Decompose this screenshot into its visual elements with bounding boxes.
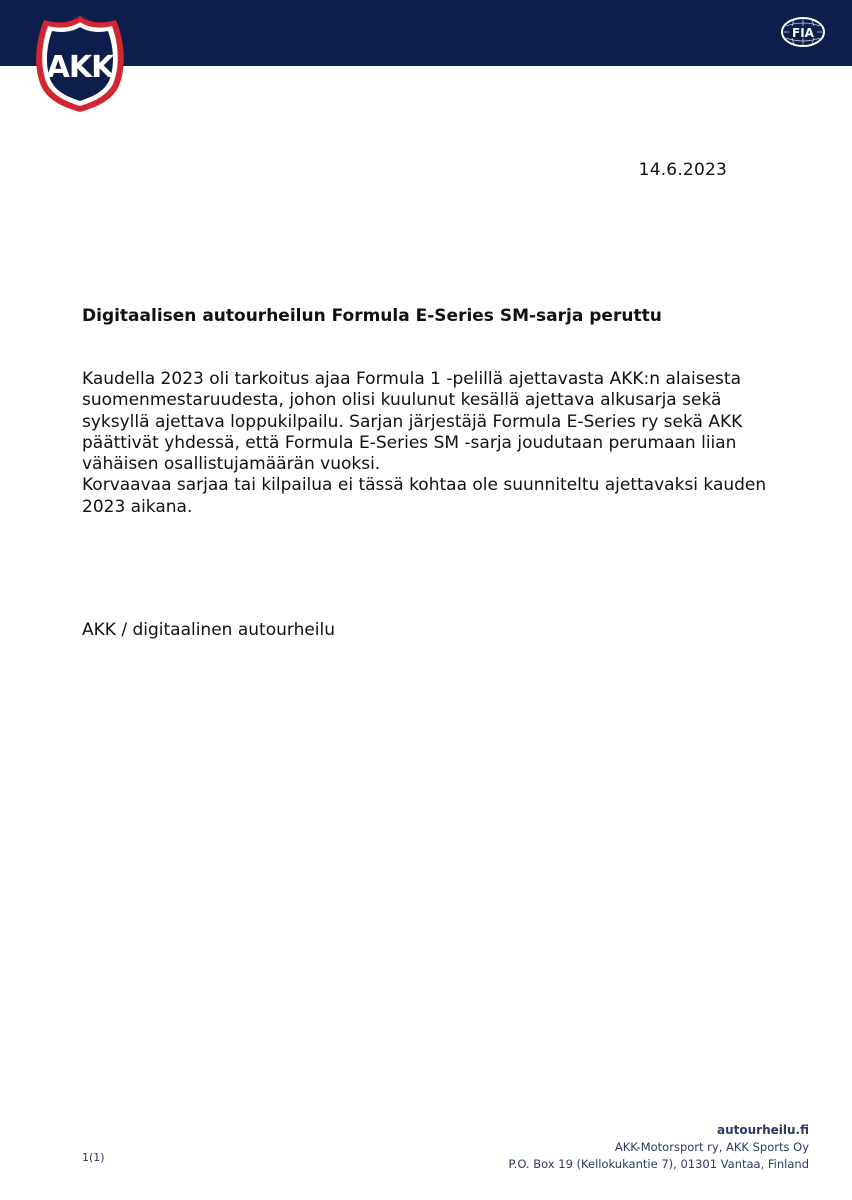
website-link[interactable]: autourheilu.fi xyxy=(717,1123,809,1137)
akk-logo xyxy=(30,14,130,114)
body-paragraph: Kaudella 2023 oli tarkoitus ajaa Formula 1 -pelillä ajettavasta AKK:n alaisesta suomenmestaruudesta, johon olisi kuulunut kesällä ajettava alkusarja sekä syksyllä ajettava loppukilpailu. Sarjan järjestäjä Formula E-Series ry sekä AKK päättivät yhdessä, että Formula E-Series SM -sarja joudutaan perumaan liian vähäisen osallistujamäärän vuoksi. xyxy=(82,369,743,475)
letter-body xyxy=(82,369,782,518)
letter-title: Digitaalisen autourheilun Formula E-Series SM-sarja peruttu xyxy=(82,306,662,326)
signature: AKK / digitaalinen autourheilu xyxy=(82,620,336,640)
body-paragraph: Korvaavaa sarjaa tai kilpailua ei tässä kohtaa ole suunniteltu ajettavaksi kauden 2023 aikana. xyxy=(82,475,767,517)
postal-address: P.O. Box 19 (Kellokukantie 7), 01301 Vantaa, Finland xyxy=(508,1157,809,1171)
letter-date: 14.6.2023 xyxy=(638,160,727,180)
svg-text:AKK: AKK xyxy=(46,50,114,85)
fia-logo xyxy=(780,16,826,48)
svg-text:FIA: FIA xyxy=(792,26,814,40)
footer xyxy=(509,1122,809,1173)
organization-name: AKK-Motorsport ry, AKK Sports Oy xyxy=(614,1140,809,1154)
page-number: 1(1) xyxy=(82,1151,105,1164)
